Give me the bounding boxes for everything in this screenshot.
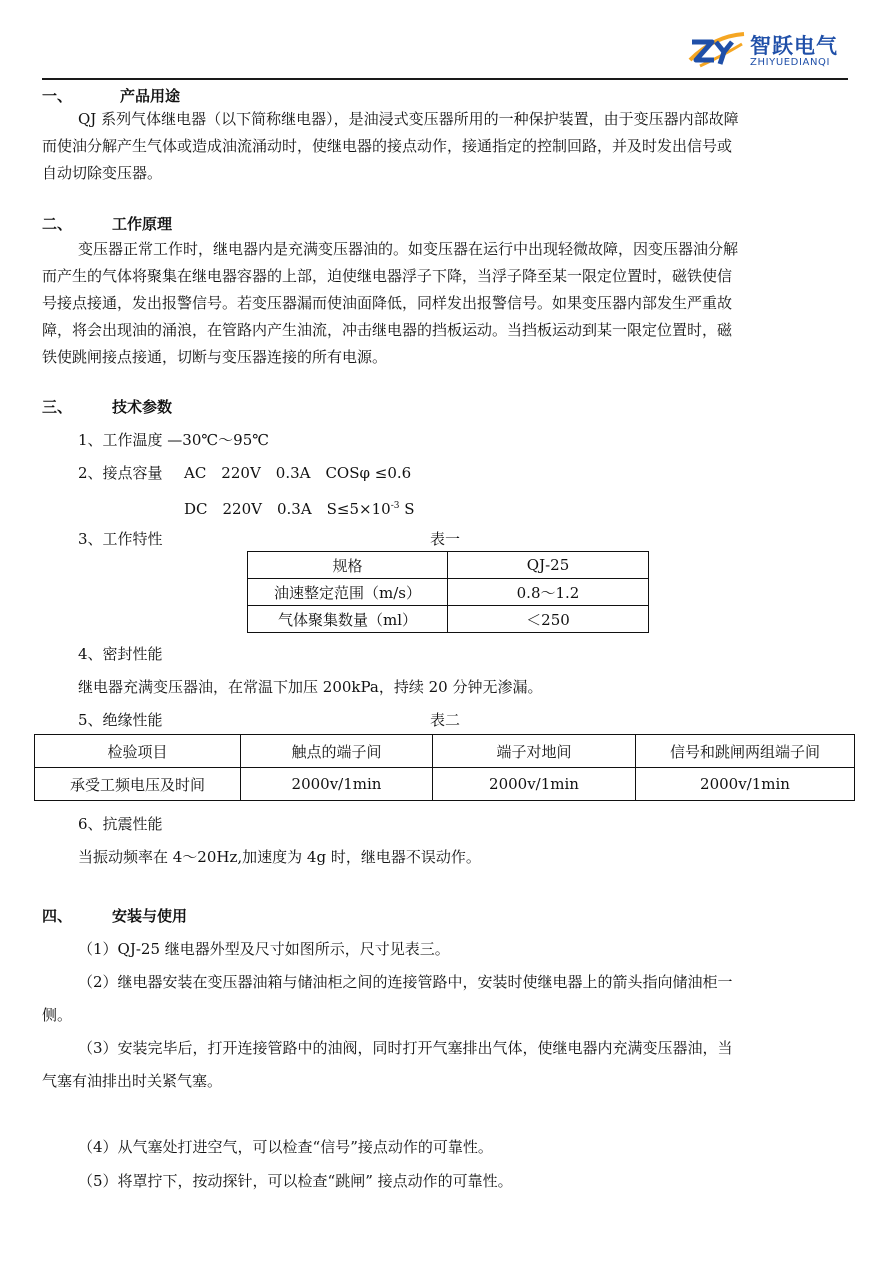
section-4-number: 四、 <box>42 907 73 925</box>
install-step: （2）继电器安装在变压器油箱与储油柜之间的连接管路中，安装时使继电器上的箭头指向储油柜一 <box>78 973 733 991</box>
section-3-number: 三、 <box>42 398 73 416</box>
section-1-number: 一、 <box>42 87 73 105</box>
param-contact-dc <box>184 496 415 519</box>
section-2-title: 工作原理 <box>112 215 173 233</box>
table-row <box>248 552 649 579</box>
table-1-caption: 表一 <box>430 530 461 548</box>
param-sealing-text: 继电器充满变压器油，在常温下加压 200kPa，持续 20 分钟无渗漏。 <box>78 678 543 696</box>
param-contact-dc-base: DC 220V 0.3A S≤5×10 <box>184 500 391 518</box>
zy-logo-icon <box>686 26 748 74</box>
install-step: （5）将罩拧下，按动探针，可以检查“跳闸” 接点动作的可靠性。 <box>78 1172 513 1190</box>
table-row <box>248 606 649 633</box>
table-1 <box>247 551 649 633</box>
param-contact-label: 2、接点容量 <box>78 464 163 482</box>
section-2-line: 铁使跳闸接点接通，切断与变压器连接的所有电源。 <box>42 348 388 366</box>
section-2-line: 而产生的气体将聚集在继电器容器的上部，迫使继电器浮子下降，当浮子降至某一限定位置时，磁铁使信 <box>42 267 733 285</box>
param-contact-ac: AC 220V 0.3A COSφ ≤0.6 <box>184 464 412 482</box>
install-step-continued: 气塞有油排出时关紧气塞。 <box>42 1072 223 1090</box>
section-2-line: 号接点接通，发出报警信号。若变压器漏而使油面降低，同样发出报警信号。如果变压器内部发生严重故 <box>42 294 733 312</box>
table-cell: 承受工频电压及时间 <box>35 768 241 801</box>
table-cell: QJ-25 <box>448 552 649 579</box>
section-1-line: 自动切除变压器。 <box>42 164 163 182</box>
param-temperature: 1、工作温度 —30℃～95℃ <box>78 431 270 449</box>
install-step: （4）从气塞处打进空气，可以检查“信号”接点动作的可靠性。 <box>78 1138 493 1156</box>
param-working-characteristic: 3、工作特性 <box>78 530 163 548</box>
section-1-line: 而使油分解产生气体或造成油流涌动时，使继电器的接点动作，接通指定的控制回路，并及时发出信号或 <box>42 137 733 155</box>
param-seismic-text: 当振动频率在 4～20Hz,加速度为 4g 时，继电器不误动作。 <box>78 848 481 866</box>
table-cell: 信号和跳闸两组端子间 <box>636 735 855 768</box>
table-cell: 油速整定范围（m/s） <box>248 579 448 606</box>
param-seismic: 6、抗震性能 <box>78 815 163 833</box>
table-cell: 2000v/1min <box>241 768 433 801</box>
table-cell: 检验项目 <box>35 735 241 768</box>
table-2-caption: 表二 <box>430 711 461 729</box>
param-contact-dc-unit: S <box>399 500 415 518</box>
header-rule <box>42 78 848 80</box>
table-row <box>35 768 855 801</box>
section-4-title: 安装与使用 <box>112 907 188 925</box>
param-sealing: 4、密封性能 <box>78 645 163 663</box>
install-step-continued: 侧。 <box>42 1006 73 1024</box>
table-cell: 触点的端子间 <box>241 735 433 768</box>
table-cell: 气体聚集数量（ml） <box>248 606 448 633</box>
section-2-line: 变压器正常工作时，继电器内是充满变压器油的。如变压器在运行中出现轻微故障，因变压器油分解 <box>78 240 739 258</box>
table-row <box>248 579 649 606</box>
table-row <box>35 735 855 768</box>
section-1-line: QJ 系列气体继电器（以下简称继电器），是油浸式变压器所用的一种保护装置，由于变压器内部故障 <box>78 110 739 128</box>
table-cell: 2000v/1min <box>636 768 855 801</box>
table-cell: 0.8～1.2 <box>448 579 649 606</box>
brand-name-cn: 智跃电气 <box>750 34 838 58</box>
section-2-line: 障，将会出现油的涌浪，在管路内产生油流，冲击继电器的挡板运动。当挡板运动到某一限定位置时，磁 <box>42 321 733 339</box>
section-3-title: 技术参数 <box>112 398 173 416</box>
table-cell: 规格 <box>248 552 448 579</box>
param-insulation: 5、绝缘性能 <box>78 711 163 729</box>
table-cell: 端子对地间 <box>433 735 636 768</box>
param-contact-dc-exp: -3 <box>390 501 400 511</box>
table-2 <box>34 734 855 801</box>
brand-logo <box>686 26 856 76</box>
install-step: （3）安装完毕后，打开连接管路中的油阀，同时打开气塞排出气体，使继电器内充满变压器油，当 <box>78 1039 733 1057</box>
table-cell: ＜250 <box>448 606 649 633</box>
section-2-number: 二、 <box>42 215 73 233</box>
install-step: （1）QJ-25 继电器外型及尺寸如图所示，尺寸见表三。 <box>78 940 450 958</box>
brand-name-en: ZHIYUEDIANQI <box>750 57 831 68</box>
table-cell: 2000v/1min <box>433 768 636 801</box>
section-1-title: 产品用途 <box>120 87 181 105</box>
